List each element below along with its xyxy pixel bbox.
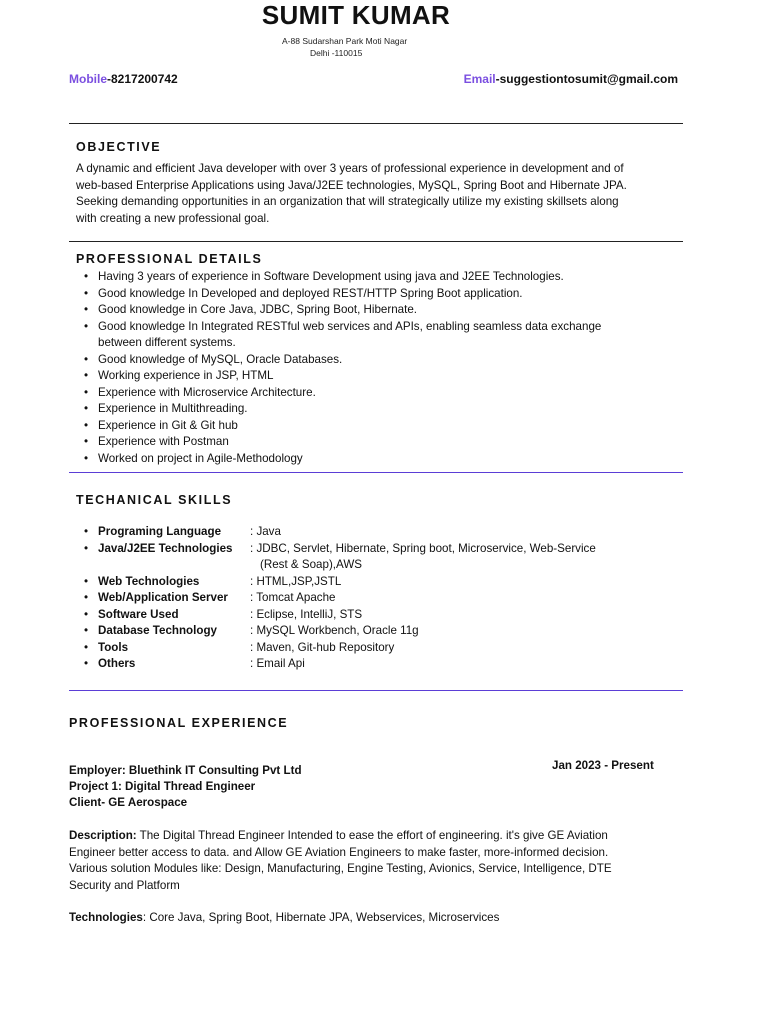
skill-row <box>76 574 676 591</box>
skill-label: Tools <box>98 640 129 654</box>
skill-value: : Maven, Git-hub Repository <box>250 640 395 654</box>
divider-objective <box>69 123 683 124</box>
divider-technical-skills <box>69 472 683 473</box>
professional-details-list <box>76 269 676 467</box>
email-contact <box>464 72 678 86</box>
skill-value: : MySQL Workbench, Oracle 11g <box>250 624 419 637</box>
skill-row <box>76 607 676 624</box>
list-item: • Good knowledge In Integrated RESTful web services and APIs, enabling seamless data exchange <box>76 319 676 336</box>
skill-value-line: (Rest & Soap),AWS <box>260 558 363 571</box>
experience-date: Jan 2023 - Present <box>552 759 654 772</box>
skill-value <box>250 541 670 574</box>
list-item: • Good knowledge In Developed and deployed REST/HTTP Spring Boot application. <box>76 286 676 303</box>
skill-value: : Java <box>250 525 281 538</box>
objective-line: web-based Enterprise Applications using Java/J2EE technologies, MySQL, Spring Boot and Hibernate JPA. <box>76 178 627 192</box>
professional-details-title: PROFESSIONAL DETAILS <box>76 252 263 266</box>
objective-line: A dynamic and efficient Java developer with over 3 years of professional experience in development and of <box>76 162 624 175</box>
experience-title: PROFESSIONAL EXPERIENCE <box>69 716 289 730</box>
list-item: • Experience with Postman <box>76 434 676 451</box>
skill-label: Programing Language <box>98 525 222 538</box>
experience-technologies <box>69 910 499 927</box>
technical-skills-list <box>76 524 676 673</box>
list-item: • Experience with Microservice Architecture. <box>76 385 676 402</box>
list-item: • Good knowledge in Core Java, JDBC, Spring Boot, Hibernate. <box>76 302 676 319</box>
skill-row <box>76 524 676 541</box>
skill-value: : Tomcat Apache <box>250 591 336 604</box>
objective-title: OBJECTIVE <box>76 140 162 154</box>
address-line-1: A-88 Sudarshan Park Moti Nagar <box>282 36 408 46</box>
email-value: -suggestiontosumit@gmail.com <box>495 72 678 86</box>
divider-experience <box>69 690 683 691</box>
address-line-2: Delhi -110015 <box>310 48 363 58</box>
skill-value-line: : JDBC, Servlet, Hibernate, Spring boot, Microservice, Web-Service <box>250 541 596 555</box>
description-line: The Digital Thread Engineer Intended to ease the effort of engineering. it's give GE Aviation <box>136 829 608 842</box>
technologies-label: Technologies <box>69 911 143 924</box>
technologies-value: : Core Java, Spring Boot, Hibernate JPA, Webservices, Microservices <box>142 911 500 924</box>
skill-label: Web/Application Server <box>98 591 228 604</box>
objective-line: with creating a new professional goal. <box>76 211 270 225</box>
email-label: Email <box>463 72 496 86</box>
skill-row <box>76 656 676 673</box>
list-item: • Experience in Multithreading. <box>76 401 676 418</box>
list-item: • Working experience in JSP, HTML <box>76 368 676 385</box>
divider-professional-details <box>69 241 683 242</box>
skill-row <box>76 623 676 640</box>
skill-label: Web Technologies <box>98 574 200 588</box>
experience-client: Client- GE Aerospace <box>69 796 188 809</box>
description-label: Description: <box>69 829 137 842</box>
mobile-value: -8217200742 <box>107 72 178 86</box>
skill-label: Software Used <box>98 607 179 621</box>
description-line: Various solution Modules like: Design, Manufacturing, Engine Testing, Avionics, Service, Intelligence, DTE <box>69 862 612 875</box>
candidate-name: SUMIT KUMAR <box>261 0 451 30</box>
skill-label: Database Technology <box>98 624 217 637</box>
skill-row <box>76 590 676 607</box>
skill-row <box>76 541 676 574</box>
experience-project: Project 1: Digital Thread Engineer <box>69 780 256 793</box>
list-item: • Experience in Git & Git hub <box>76 418 676 435</box>
list-item: • Worked on project in Agile-Methodology <box>76 451 676 468</box>
mobile-label: Mobile <box>69 72 107 86</box>
list-item-continuation: between different systems. <box>98 336 236 349</box>
skill-row <box>76 640 676 657</box>
skill-value: : HTML,JSP,JSTL <box>250 574 342 588</box>
experience-employer: Employer: Bluethink IT Consulting Pvt Ltd <box>69 764 302 777</box>
list-item: • Good knowledge of MySQL, Oracle Databases. <box>76 352 676 369</box>
description-line: Engineer better access to data. and Allow GE Aviation Engineers to make faster, more-informed decision. <box>69 845 609 859</box>
technical-skills-title: TECHANICAL SKILLS <box>76 493 233 507</box>
list-item: • Having 3 years of experience in Software Development using java and J2EE Technologies. <box>76 269 676 286</box>
skill-label: Others <box>98 657 136 670</box>
skill-value: : Eclipse, IntelliJ, STS <box>250 607 363 621</box>
skill-value: : Email Api <box>250 657 305 670</box>
description-line: Security and Platform <box>69 878 180 892</box>
experience-description <box>69 828 683 894</box>
mobile-contact <box>69 72 178 86</box>
objective-line: Seeking demanding opportunities in an organization that will strategically utilize my existing skillsets along <box>76 195 619 208</box>
objective-text <box>76 161 627 227</box>
skill-label: Java/J2EE Technologies <box>98 541 233 555</box>
